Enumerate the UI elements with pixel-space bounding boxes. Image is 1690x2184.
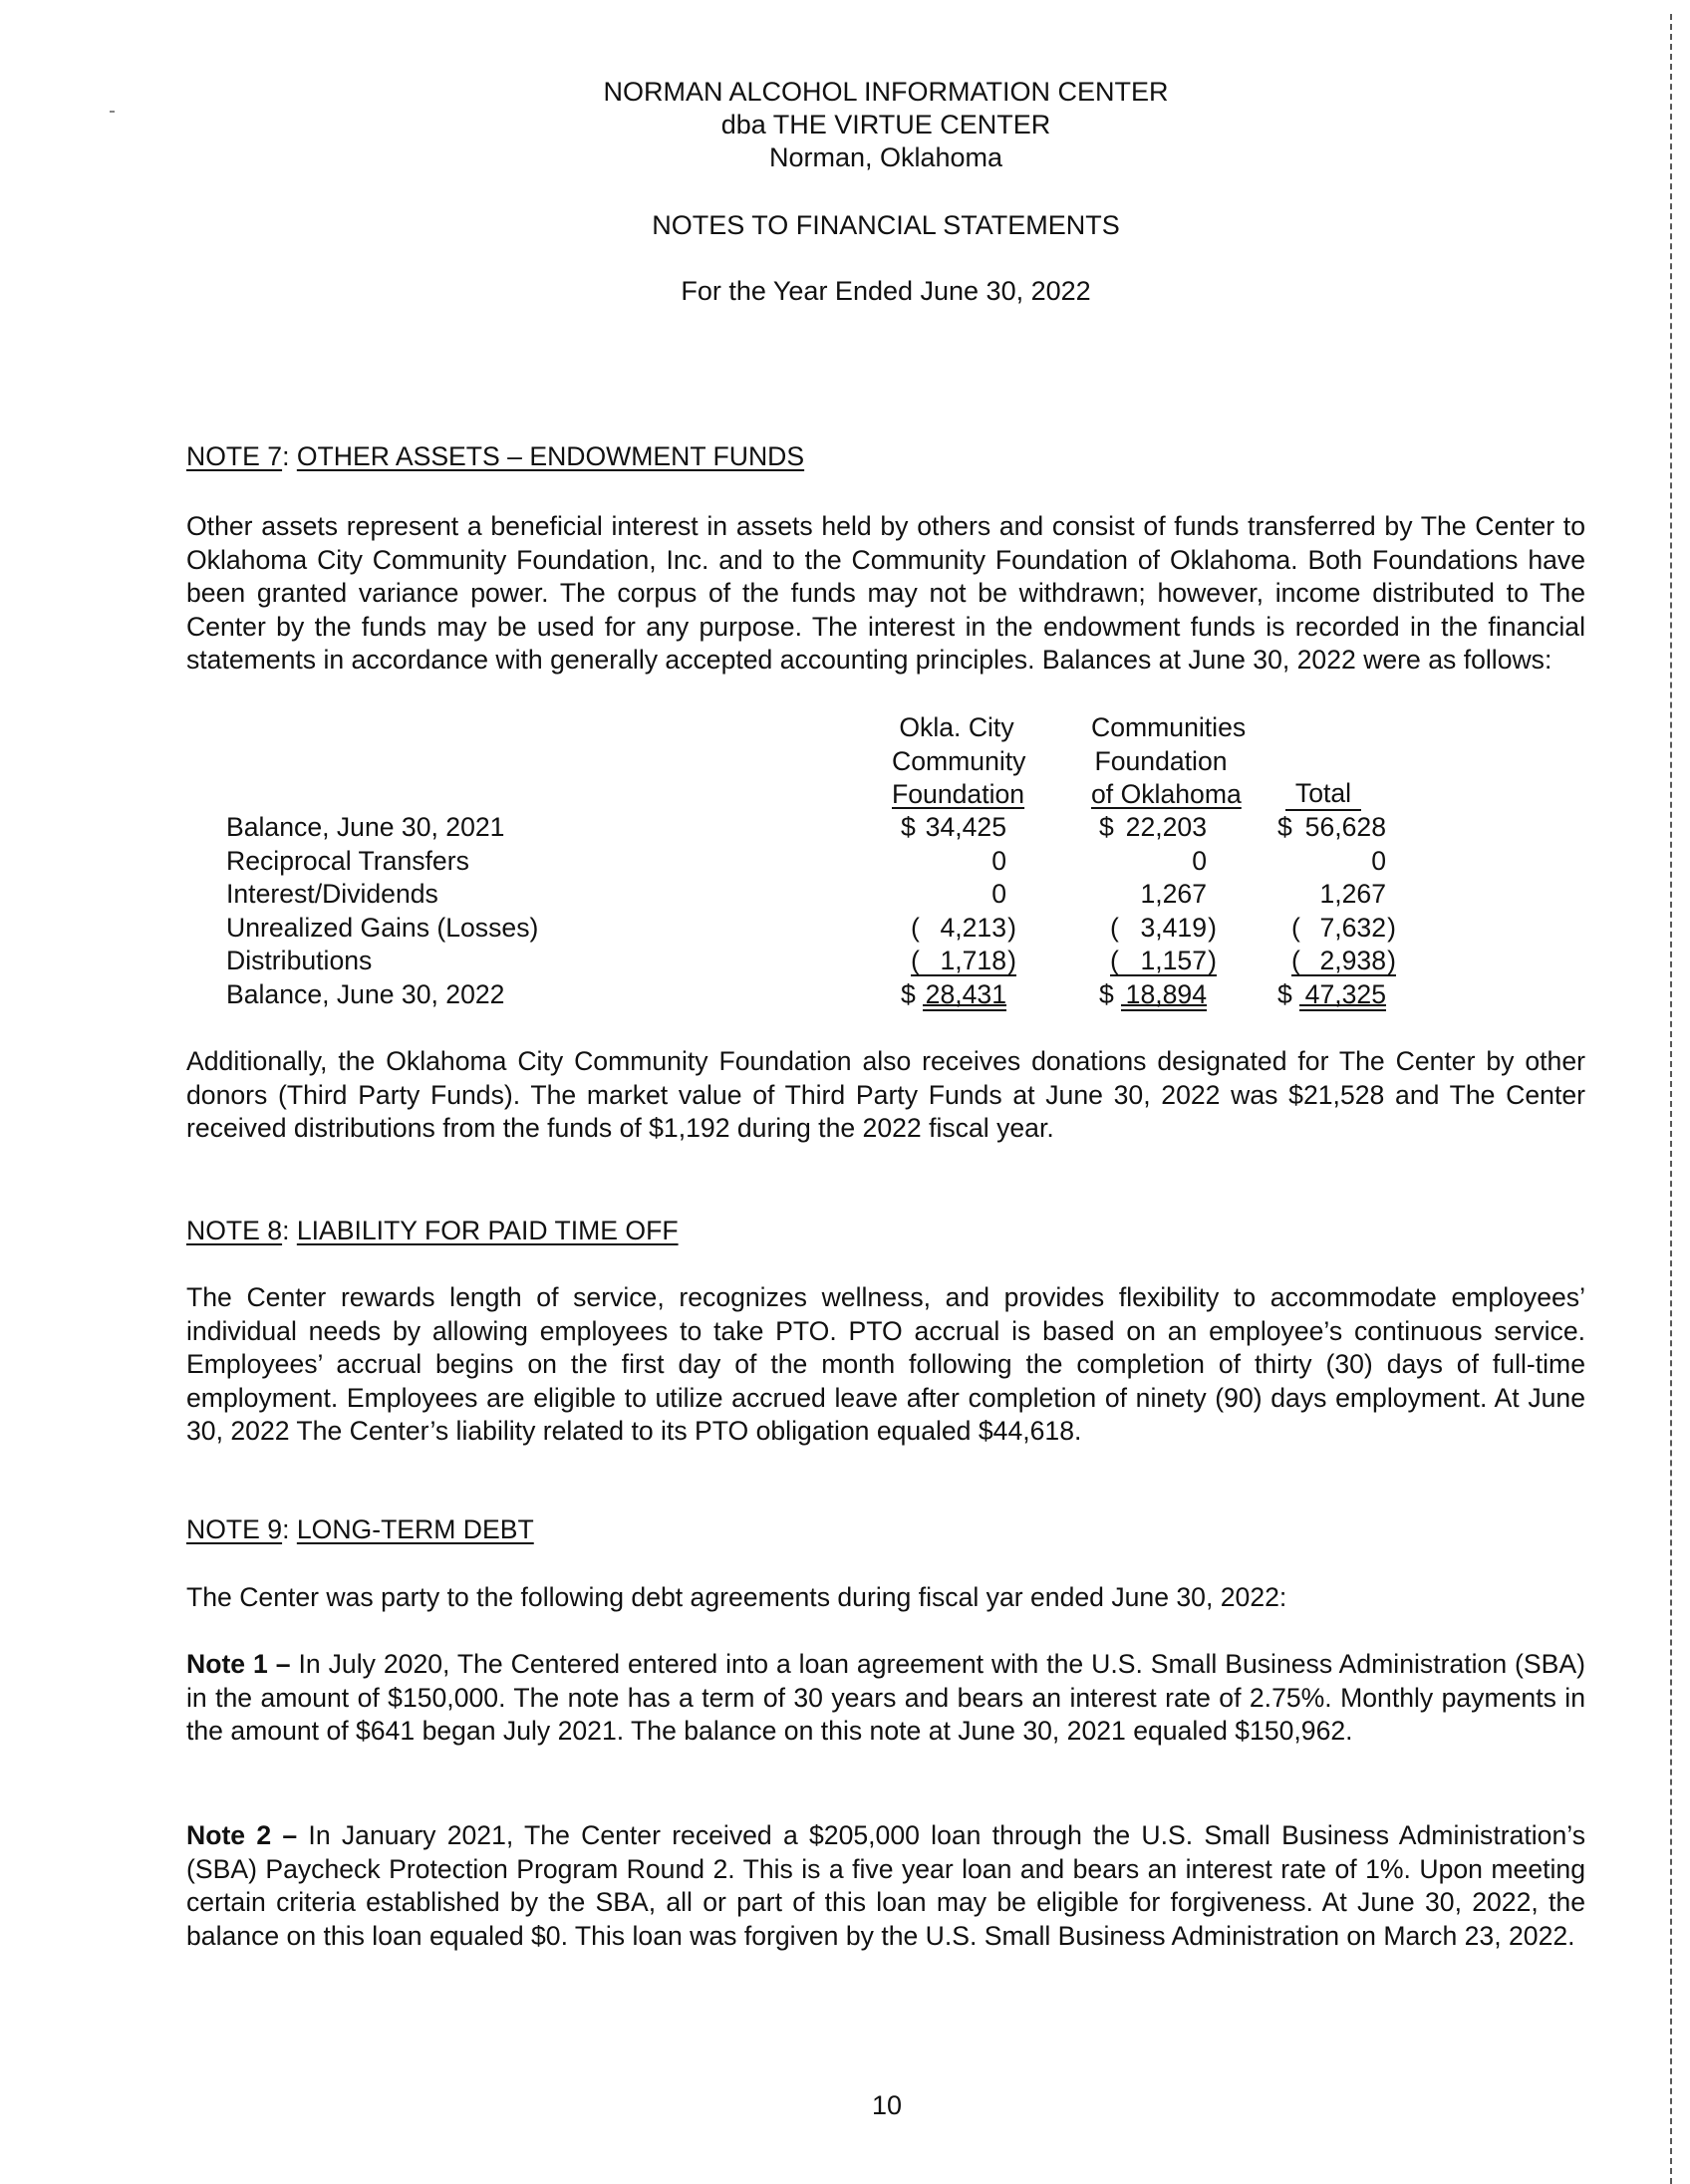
col-head-line: of Oklahoma <box>1091 779 1242 809</box>
note7-title: OTHER ASSETS – ENDOWMENT FUNDS <box>296 441 805 471</box>
scan-speck <box>110 111 115 113</box>
note9-item-2-text: In January 2021, The Center received a $205,000 loan through the U.S. Small Business Administration’s (SBA) Paycheck Protection Program Round 2. This is a five year loan and bears an interest rate of 1%. Upon meeting certain criteria established by the SBA, all or part of this loan may be eligible for forgiveness. At June 30, 2022, the balance on this loan equaled $0. This loan was forgiven by the U.S. Small Business Administration on March 23, 2022. <box>186 1820 1585 1951</box>
location: Norman, Oklahoma <box>768 142 1003 172</box>
table-cell: 1,267 <box>1319 879 1386 909</box>
note8-sep: : <box>282 1216 290 1245</box>
note9-item-1-label: Note 1 – <box>186 1649 291 1679</box>
col-head-okc <box>892 711 1026 812</box>
note9-item-1 <box>186 1648 1585 1749</box>
note9-sep: : <box>282 1514 290 1544</box>
table-cell: $ 34,425 <box>901 812 1006 842</box>
row-label: Balance, June 30, 2022 <box>226 978 505 1009</box>
table-cell: ( 7,632 ) <box>1291 912 1396 943</box>
table-cell: $ 28,431 <box>901 978 1006 1012</box>
col-head-line <box>1287 745 1359 779</box>
row-label: Interest/Dividends <box>226 879 438 909</box>
note8-label: NOTE 8 <box>186 1216 283 1245</box>
col-head-total <box>1287 711 1359 811</box>
note8-title: LIABILITY FOR PAID TIME OFF <box>296 1216 679 1245</box>
table-cell: $ 47,325 <box>1277 978 1386 1012</box>
note8-paragraph: The Center rewards length of service, recognizes wellness, and provides flexibility to accommodate employees’ individual needs by allowing employees to take PTO. PTO accrual is based on an employee’s continuous service. Employees’ accrual begins on the first day of the month following the completion of thirty (30) days of full-time employment. Employees are eligible to utilize accrued leave after completion of ninety (90) days employment. At June 30, 2022 The Center’s liability related to its PTO obligation equaled $44,618. <box>186 1282 1585 1446</box>
col-head-line: Foundation <box>1094 745 1228 776</box>
row-label: Balance, June 30, 2021 <box>226 812 505 842</box>
doc-title-block <box>186 209 1585 242</box>
table-cell: $ 18,894 <box>1099 978 1207 1012</box>
note7-label: NOTE 7 <box>186 441 283 471</box>
table-cell: 0 <box>1192 845 1207 876</box>
note9-intro: The Center was party to the following debt agreements during fiscal yar ended June 30, 2022: <box>186 1582 1287 1612</box>
col-head-line: Community <box>892 745 1026 776</box>
note8-heading <box>186 1215 679 1247</box>
table-cell: 0 <box>1371 845 1386 876</box>
dba-name: dba THE VIRTUE CENTER <box>720 110 1051 139</box>
col-head-line: Total <box>1285 778 1361 811</box>
org-name: NORMAN ALCOHOL INFORMATION CENTER <box>603 77 1169 107</box>
scan-edge-line <box>1670 14 1672 2184</box>
note7-additional-paragraph: Additionally, the Oklahoma City Community Foundation also receives donations designated for The Center by other donors (Third Party Funds). The market value of Third Party Funds at June 30, 2022 was $21,528 and The Center received distributions from the funds of $1,192 during the 2022 fiscal year. <box>186 1046 1585 1143</box>
table-cell: 0 <box>991 879 1006 909</box>
col-head-line: Communities <box>1091 712 1247 742</box>
doc-title: NOTES TO FINANCIAL STATEMENTS <box>652 210 1120 240</box>
page-number: 10 <box>871 2090 903 2120</box>
note9-item-1-text: In July 2020, The Centered entered into a loan agreement with the U.S. Small Business Administration (SBA) in the amount of $150,000. The note has a term of 30 years and bears an interest rate of 2.75%. Monthly payments in the amount of $641 began July 2021. The balance on this note at June 30, 2021 equaled $150,962. <box>186 1649 1585 1746</box>
document-header <box>186 76 1585 174</box>
note9-title: LONG-TERM DEBT <box>296 1514 534 1544</box>
note9-item-2 <box>186 1819 1585 1953</box>
table-cell: $ 22,203 <box>1099 812 1207 842</box>
note7-paragraph: Other assets represent a beneficial interest in assets held by others and consist of funds transferred by The Center to Oklahoma City Community Foundation, Inc. and to the Community Foundation of Oklahoma. Both Foundations have been granted variance power. The corpus of the funds may not be withdrawn; however, income distributed to The Center by the funds may be used for any purpose. The interest in the endowment funds is recorded in the financial statements in accordance with generally accepted accounting principles. Balances at June 30, 2022 were as follows: <box>186 511 1585 675</box>
col-head-cfo <box>1091 711 1247 812</box>
period-block <box>186 275 1585 308</box>
table-cell: ( 2,938 ) <box>1291 945 1386 978</box>
table-cell: 1,267 <box>1140 879 1207 909</box>
row-label: Unrealized Gains (Losses) <box>226 912 539 943</box>
row-label: Reciprocal Transfers <box>226 845 469 876</box>
col-head-line: Okla. City <box>899 712 1014 742</box>
col-head-line <box>1287 711 1359 745</box>
table-cell: 0 <box>991 845 1006 876</box>
note9-heading <box>186 1513 534 1546</box>
note9-item-2-label: Note 2 – <box>186 1820 298 1850</box>
table-cell: $ 56,628 <box>1277 812 1386 842</box>
col-head-line: Foundation <box>892 779 1025 809</box>
table-cell: ( 3,419 ) <box>1110 912 1217 943</box>
table-cell: ( 1,157 ) <box>1110 945 1207 978</box>
row-label: Distributions <box>226 946 373 975</box>
note7-sep: : <box>282 441 290 471</box>
table-cell: ( 4,213 ) <box>911 912 1016 943</box>
note7-heading <box>186 440 804 473</box>
table-cell: ( 1,718 ) <box>911 945 1006 978</box>
period: For the Year Ended June 30, 2022 <box>681 276 1091 306</box>
note9-label: NOTE 9 <box>186 1514 283 1544</box>
